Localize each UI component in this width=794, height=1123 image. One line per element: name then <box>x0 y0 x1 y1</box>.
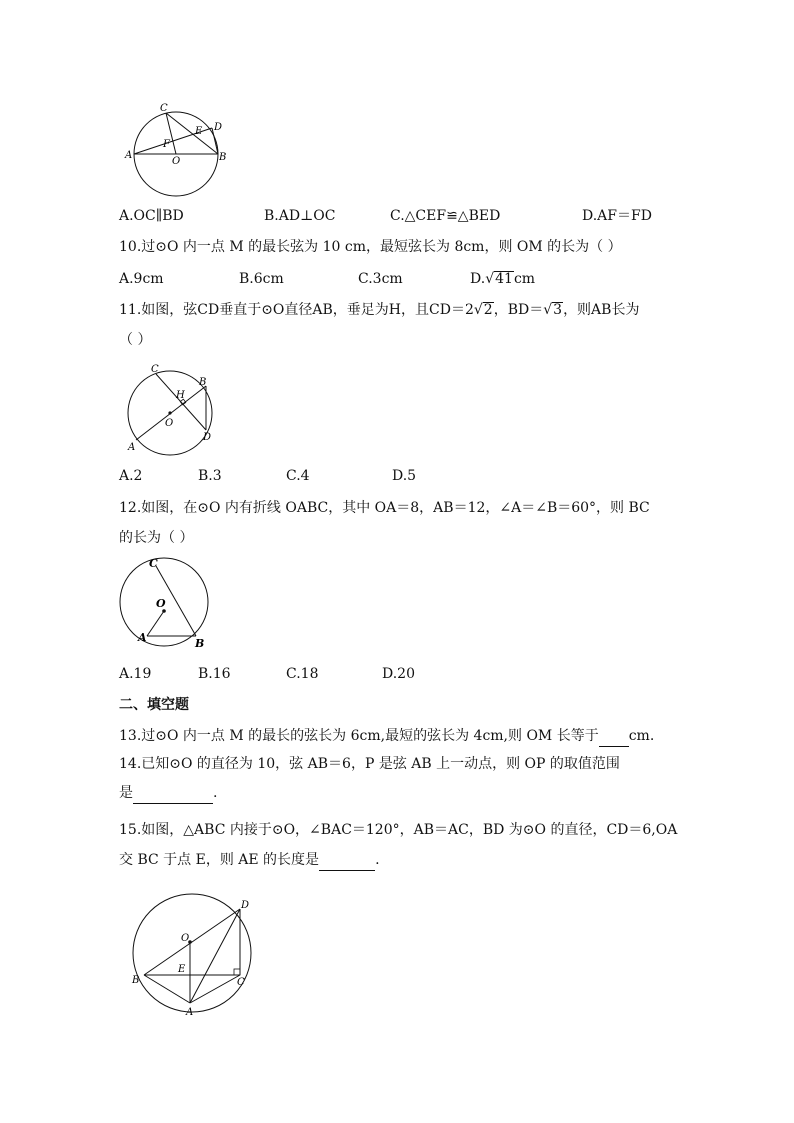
q11-answer-paren: （ ） <box>119 332 152 348</box>
q11-option-d: D.5 <box>392 468 417 484</box>
q11-figure <box>118 358 228 458</box>
q11-option-c: C.4 <box>286 468 310 484</box>
q12-option-c: C.18 <box>286 666 319 682</box>
q10-option-d-suffix: cm <box>513 271 536 287</box>
q13-text-b: cm. <box>628 728 655 744</box>
q11-label-H: H <box>176 390 185 401</box>
q14-answer-blank[interactable] <box>133 783 213 804</box>
q15-label-A: A <box>186 1007 194 1018</box>
q15-label-E: E <box>178 964 186 975</box>
q11-label-B: B <box>199 377 207 388</box>
q12-option-a: A.19 <box>119 666 152 682</box>
q14-text-line-2 <box>119 783 217 804</box>
q12-label-O: O <box>156 597 166 610</box>
q10-option-c: C.3cm <box>358 271 403 287</box>
q11-label-C: C <box>151 364 159 375</box>
q13-answer-blank[interactable] <box>599 726 629 747</box>
q9-label-C: C <box>160 103 168 114</box>
q9-option-c: C.△CEF≌△BED <box>390 208 501 224</box>
q12-text-line-2: 的长为（ ） <box>119 530 194 546</box>
q9-label-O: O <box>172 156 181 167</box>
q10-option-a: A.9cm <box>119 271 164 287</box>
q9-option-b: B.AD⊥OC <box>264 208 336 224</box>
q12-text-line-1: 12.如图，在⊙O 内有折线 OABC，其中 OA＝8，AB＝12，∠A＝∠B＝60°，则 BC <box>119 500 650 516</box>
q11-label-A: A <box>128 442 136 453</box>
q12-figure <box>116 555 216 655</box>
q11-label-O: O <box>165 418 174 429</box>
q15-figure <box>126 893 266 1023</box>
q11-diagram <box>118 358 228 458</box>
q10-option-b: B.6cm <box>239 271 284 287</box>
q11-text-a: 11.如图，弦CD垂直于⊙O直径AB，垂足为H，且CD＝2 <box>119 302 474 318</box>
q11-text-c: ，则AB长为 <box>563 302 640 318</box>
q9-label-F: F <box>163 139 170 150</box>
q9-figure <box>118 100 238 200</box>
q14-text-line-1: 14.已知⊙O 的直径为 10，弦 AB＝6，P 是弦 AB 上一动点，则 OP 的取值范围 <box>119 756 620 772</box>
q12-option-d: D.20 <box>382 666 415 682</box>
q15-text-2a: 交 BC 于点 E，则 AE 的长度是 <box>119 852 320 868</box>
q15-label-D: D <box>241 900 250 911</box>
q14-text-2b: . <box>213 785 218 801</box>
q15-label-O: O <box>181 933 190 944</box>
q10-option-d <box>470 269 535 289</box>
q15-text-line-1: 15.如图，△ABC 内接于⊙O，∠BAC＝120°，AB＝AC，BD 为⊙O 的直径，CD＝6,OA <box>119 822 678 838</box>
q9-label-E: E <box>195 126 203 137</box>
q9-diagram <box>118 100 238 200</box>
section-heading-fill-in: 二、填空题 <box>119 697 189 713</box>
q12-label-C: C <box>149 557 158 570</box>
q13-text <box>119 726 654 747</box>
q15-diagram <box>126 893 266 1023</box>
q11-radicand-1: 2 <box>483 302 493 318</box>
q12-option-b: B.16 <box>198 666 231 682</box>
q11-text-b: ，BD＝ <box>493 302 544 318</box>
q15-label-B: B <box>132 975 140 986</box>
q15-answer-blank[interactable] <box>319 850 375 871</box>
q12-label-B: B <box>195 637 205 650</box>
q13-text-a: 13.过⊙O 内一点 M 的最长的弦长为 6cm,最短的弦长为 4cm,则 OM 长等于 <box>119 728 599 744</box>
sqrt-symbol: √2 <box>473 302 493 318</box>
q10-text: 10.过⊙O 内一点 M 的最长弦为 10 cm，最短弦长为 8cm，则 OM 的长为（ ） <box>119 239 622 255</box>
q9-option-d: D.AF＝FD <box>582 208 652 224</box>
q9-label-A: A <box>125 150 133 161</box>
q15-label-C: C <box>237 977 245 988</box>
q12-label-A: A <box>138 631 147 644</box>
q10-option-d-radicand: 41 <box>495 271 513 287</box>
q12-diagram <box>116 555 216 655</box>
q9-label-B: B <box>219 152 227 163</box>
sqrt-symbol: √41 <box>485 271 513 287</box>
sqrt-symbol: √3 <box>543 302 563 318</box>
q15-text-2b: . <box>375 852 380 868</box>
q11-option-b: B.3 <box>198 468 222 484</box>
q11-option-a: A.2 <box>119 468 143 484</box>
q14-text-2a: 是 <box>119 785 133 801</box>
q9-option-a: A.OC∥BD <box>119 208 184 224</box>
q11-radicand-2: 3 <box>553 302 563 318</box>
q9-label-D: D <box>214 122 223 133</box>
q11-label-D: D <box>203 432 212 443</box>
q15-text-line-2 <box>119 850 380 871</box>
q11-text <box>119 300 639 320</box>
q10-option-d-prefix: D. <box>470 271 486 287</box>
